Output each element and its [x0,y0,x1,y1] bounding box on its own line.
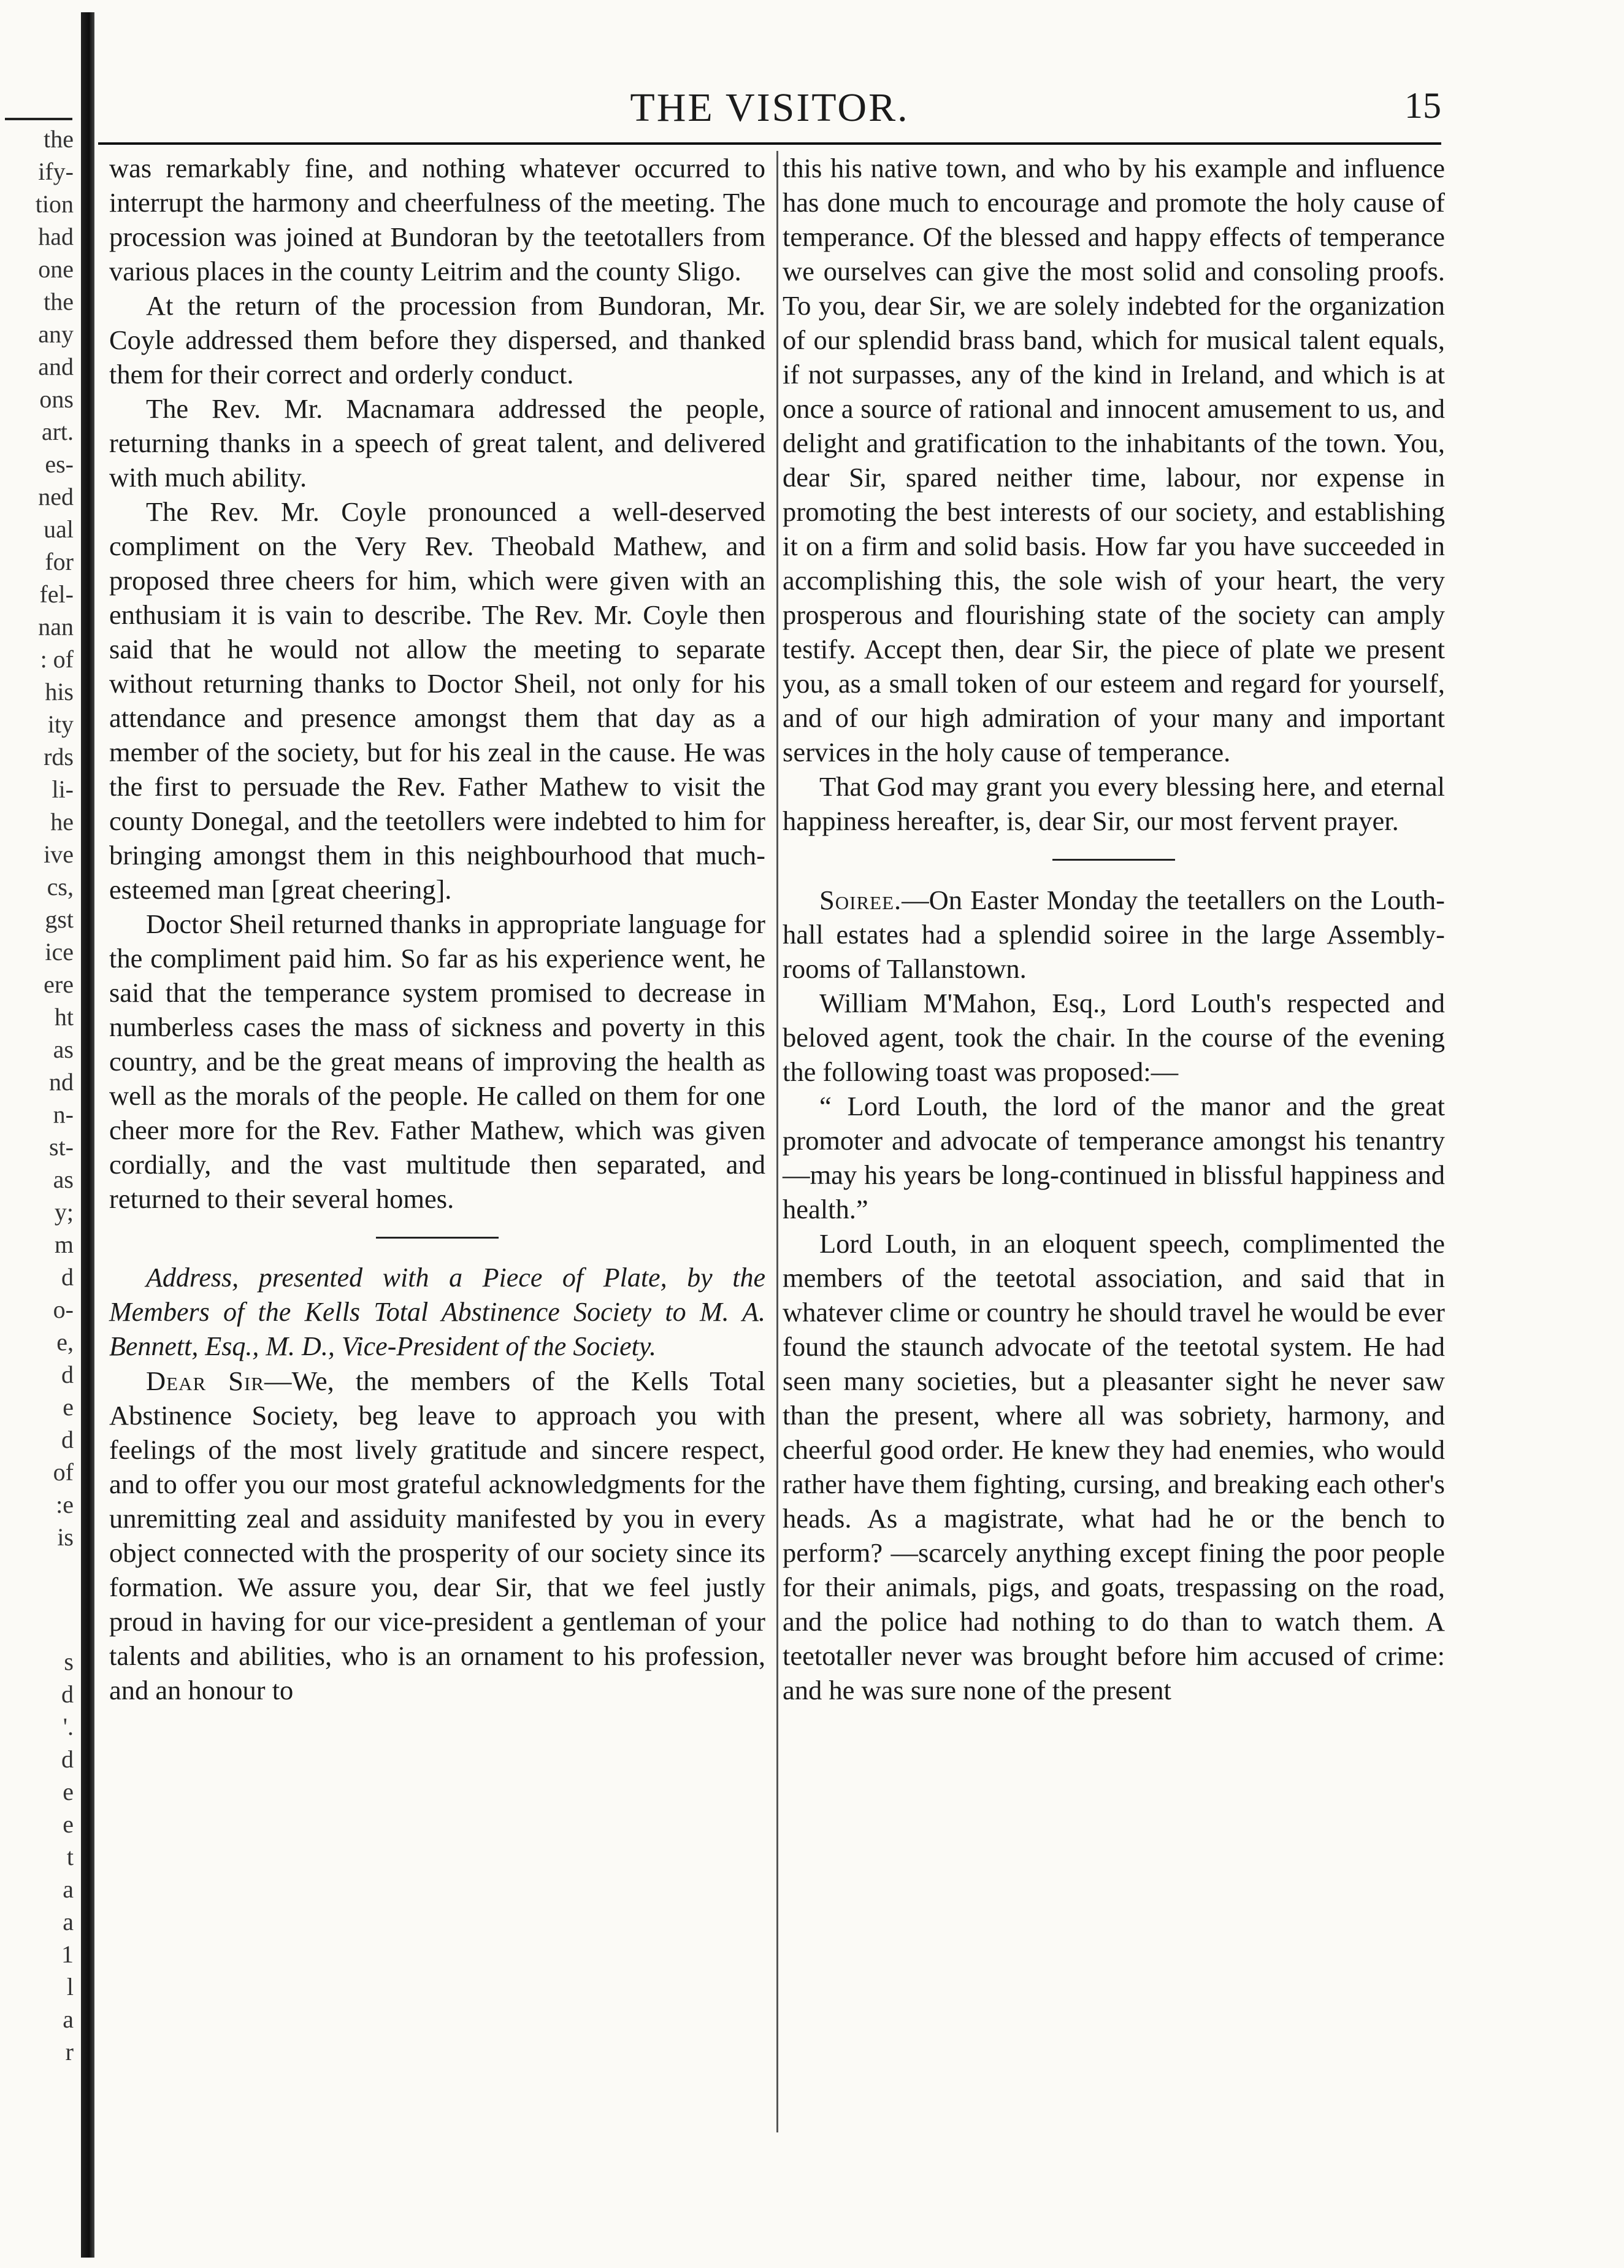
bleed-fragment: is [57,1523,74,1551]
bleed-fragment: ice [45,938,74,966]
header-rule [98,142,1441,145]
paragraph: Doctor Sheil returned thanks in appropriate language for the compliment paid him. So far as his experience went, he said that the temperance system promised to decrease in numberless cases the mass of sickness and poverty in this country, and be the great means of improving the health as well as the morals of the people. He called on them for one cheer more for the Rev. Father Mathew, which was given cordially, and the vast multitude then separated, and returned to their several homes. [109,909,765,1214]
paragraph: Lord Louth, in an eloquent speech, complimented the members of the teetotal association, and said that in whatever clime or country he should travel he would be ever found the staunch advocate of the teetotal system. He had seen many societies, but a pleasanter sight he never saw than the present, where all was sobriety, harmony, and cheerful good order. He knew they had enemies, who would rather have them fighting, cursing, and breaking each other's heads. As a magistrate, what had he or the bench to perform? —scarcely anything except fining the poor people for their animals, pigs, and goats, trespassing on the road, and the police had nothing to do than to watch them. A teetotaller never was brought before him accused of crime: and he was sure none of the present [783,1228,1445,1705]
bleed-fragment: ity [47,710,74,738]
paragraph: At the return of the procession from Bundoran, Mr. Coyle addressed them before they dispersed, and thanked them for their correct and orderly conduct. [109,290,765,390]
bleed-fragment: a [63,1875,74,1903]
bleed-fragment: li- [52,775,74,803]
right-column [783,151,1445,1707]
section-divider [376,1237,499,1239]
page-number: 15 [1404,85,1441,126]
bleed-fragment: he [50,808,74,836]
bleed-fragment: es- [45,450,74,478]
bleed-fragment: :e [56,1491,74,1518]
bleed-fragment: o- [53,1296,74,1323]
bleed-fragment: and [38,353,74,380]
bleed-fragment: the [44,288,74,315]
bleed-fragment: the [44,125,74,153]
soiree-label: Soiree. [819,885,902,915]
bleed-fragment: tion [35,190,74,218]
bleed-fragment: e [63,1393,74,1421]
bleed-fragment: s [64,1648,74,1675]
running-title: THE VISITOR. [630,85,910,130]
paragraph: this his native town, and who by his example and influence has done much to encourage and promote the holy cause of temperance. Of the blessed and happy effects of temperance we ourselves can give the most solid and consoling proofs. To you, dear Sir, we are solely indebted for the organization of our splendid brass band, which for musical talent equals, if not surpasses, any of the kind in Ireland, and which is at once a source of rational and innocent amusement to us, and delight and gratification to the inhabitants of the town. You, dear Sir, spared neither time, labour, nor expense in promoting the best interests of our society, and establishing it on a firm and solid basis. How far you have succeeded in accomplishing this, the sole wish of your heart, the very prosperous and flourishing state of the society can amply testify. Accept then, dear Sir, the piece of plate we present you, as a small token of our esteem and regard for yourself, and of our high admiration of your many and important services in the holy cause of temperance. [783,153,1445,767]
bleed-rule [5,118,72,120]
bleed-fragment: e, [56,1328,74,1356]
toast-quote: “ Lord Louth, the lord of the manor and the great promoter and advocate of temperance amongst his tenantry—may his years be long-continued in blissful happiness and health.” [783,1091,1445,1224]
address-paragraph [109,1364,765,1707]
bleed-fragment: of [53,1458,74,1486]
bleed-fragment: his [45,678,74,705]
bleed-fragment: for [45,548,74,575]
bleed-fragment: ere [44,971,74,998]
section-divider [1052,859,1175,861]
bleed-fragment: ive [44,840,74,868]
soiree-body: —On Easter Monday the teetallers on the Louth-hall estates had a splendid soiree in the large Assembly-rooms of Tallanstown. [783,885,1445,984]
bleed-fragment: d [61,1680,74,1708]
bleed-fragment: fel- [39,580,74,608]
bleed-fragment: a [63,1908,74,1935]
bleed-fragment: r [65,2038,74,2066]
bleed-fragment: t [66,1843,74,1870]
bleed-fragment: ual [44,515,74,543]
bleed-fragment: had [38,223,74,250]
bleed-fragment: y; [54,1198,74,1226]
bleed-fragment: ned [38,483,74,510]
bleed-fragment: one [38,255,74,283]
paragraph: William M'Mahon, Esq., Lord Louth's respected and beloved agent, took the chair. In the course of the evening the following toast was proposed:— [783,988,1445,1087]
binding-edge [81,12,94,2258]
bleed-fragment: nan [38,613,74,640]
bleed-fragment: : of [40,645,74,673]
bleed-fragment: ht [54,1003,74,1031]
paragraph: That God may grant you every blessing here, and eternal happiness hereafter, is, dear Sir, our most fervent prayer. [783,771,1445,836]
bleed-fragment: m [54,1231,74,1258]
bleed-fragment: ify- [38,158,74,185]
bleed-fragment: rds [44,743,74,771]
left-column [109,151,778,2132]
bleed-fragment: e [63,1810,74,1838]
paragraph: The Rev. Mr. Macnamara addressed the people, returning thanks in a speech of great talent, and delivered with much ability. [109,393,765,493]
bleed-fragment: art. [41,418,74,445]
bleed-fragment: d [61,1745,74,1773]
page-header [98,85,1441,140]
bleed-fragment: as [53,1166,74,1193]
salutation: Dear Sir [146,1366,264,1396]
bleed-fragment: d [61,1426,74,1453]
bleed-fragment: 1 [61,1940,74,1968]
bleed-fragment: '. [63,1713,74,1740]
bleed-fragment: d [61,1361,74,1388]
facing-page-bleed [0,123,74,2068]
bleed-fragment: gst [45,905,74,933]
bleed-lower-group [0,1645,74,2068]
paragraph: was remarkably fine, and nothing whatever occurred to interrupt the harmony and cheerfulness of the meeting. The procession was joined at Bundoran by the teetotallers from various places in the county Leitrim and the county Sligo. [109,153,765,286]
bleed-fragment: any [38,320,74,348]
bleed-fragment: nd [49,1068,74,1096]
address-body: —We, the members of the Kells Total Abstinence Society, beg leave to approach you with feelings of the most lively gratitude and sincere respect, and to offer you our most grateful acknowledgments for the unremitting zeal and assiduity manifested by you in every object connected with the prosperity of our society since its formation. We assure you, dear Sir, that we feel justly proud in having for our vice-president a gentleman of your talents and abilities, who is an ornament to his profession, and an honour to [109,1366,765,1705]
bleed-fragment: st- [49,1133,74,1161]
bleed-fragment: e [63,1778,74,1805]
bleed-fragment: l [66,1973,74,2001]
address-heading: Address, presented with a Piece of Plate, by the Members of the Kells Total Abstinence Society to M. A. Bennett, Esq., M. D., Vice-President of the Society. [109,1263,765,1361]
bleed-fragment: n- [53,1101,74,1128]
bleed-fragment: a [63,2005,74,2033]
bleed-fragment: cs, [47,873,74,901]
bleed-fragment: d [61,1263,74,1291]
paragraph: The Rev. Mr. Coyle pronounced a well-deserved compliment on the Very Rev. Theobald Mathew, and proposed three cheers for him, which were given with an enthusiam it is vain to describe. The Rev. Mr. Coyle then said that he would not allow the meeting to separate without returning thanks to Doctor Sheil, not only for his attendance and presence amongst them that day as a member of the society, but for his zeal in the cause. He was the first to persuade the Rev. Father Mathew to visit the county Donegal, and the teetollers were indebted to him for bringing amongst them in this neighbourhood that much-esteemed man [great cheering]. [109,496,765,905]
bleed-fragment: as [53,1036,74,1063]
soiree-paragraph [783,883,1445,986]
bleed-fragment: ons [39,385,74,413]
